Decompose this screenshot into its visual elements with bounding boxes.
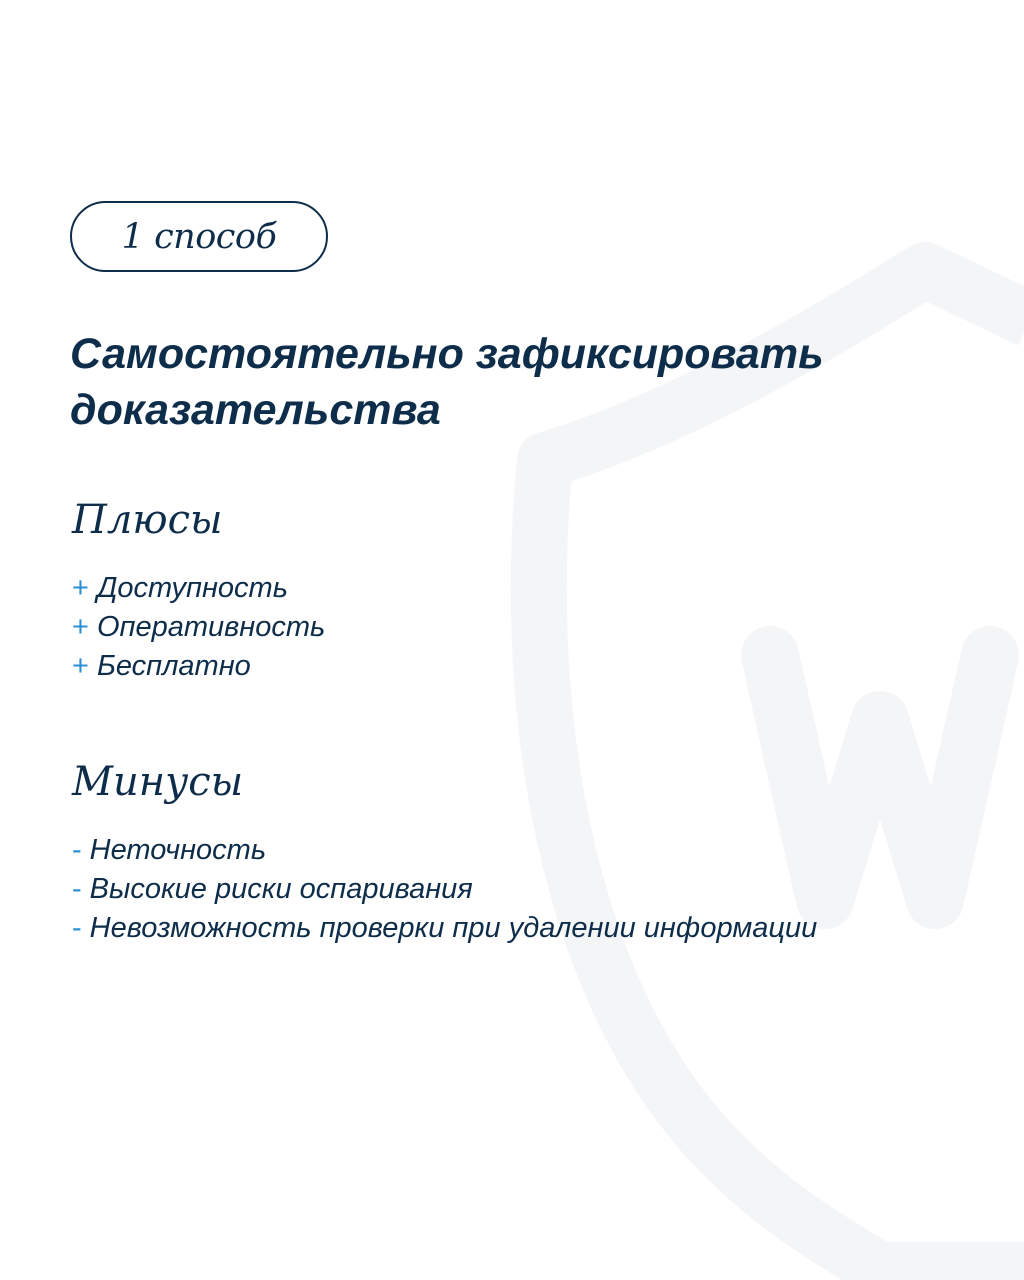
cons-list <box>72 831 817 948</box>
pros-list <box>72 569 325 686</box>
page-title <box>70 326 970 438</box>
minus-icon: - <box>72 912 82 944</box>
pros-item <box>72 647 325 686</box>
cons-title: Минусы <box>72 759 244 805</box>
method-badge-label: 1 способ <box>121 216 277 257</box>
pros-item <box>72 608 325 647</box>
cons-item <box>72 909 817 948</box>
pros-item-label: Доступность <box>96 572 288 604</box>
plus-icon: + <box>72 611 89 643</box>
page-title-line-2: доказательства <box>70 386 441 434</box>
pros-title: Плюсы <box>72 497 223 543</box>
pros-item-label: Оперативность <box>96 611 326 643</box>
plus-icon: + <box>72 650 89 682</box>
method-badge <box>70 201 328 272</box>
cons-item <box>72 831 817 870</box>
plus-icon: + <box>72 572 89 604</box>
pros-item <box>72 569 325 608</box>
page-title-line-1: Самостоятельно зафиксировать <box>70 330 824 378</box>
cons-item-label: Высокие риски оспаривания <box>89 873 473 905</box>
minus-icon: - <box>72 834 82 866</box>
cons-item-label: Неточность <box>89 834 267 866</box>
cons-item-label: Невозможность проверки при удалении информации <box>89 912 818 944</box>
pros-item-label: Бесплатно <box>96 650 251 682</box>
cons-item <box>72 870 817 909</box>
minus-icon: - <box>72 873 82 905</box>
